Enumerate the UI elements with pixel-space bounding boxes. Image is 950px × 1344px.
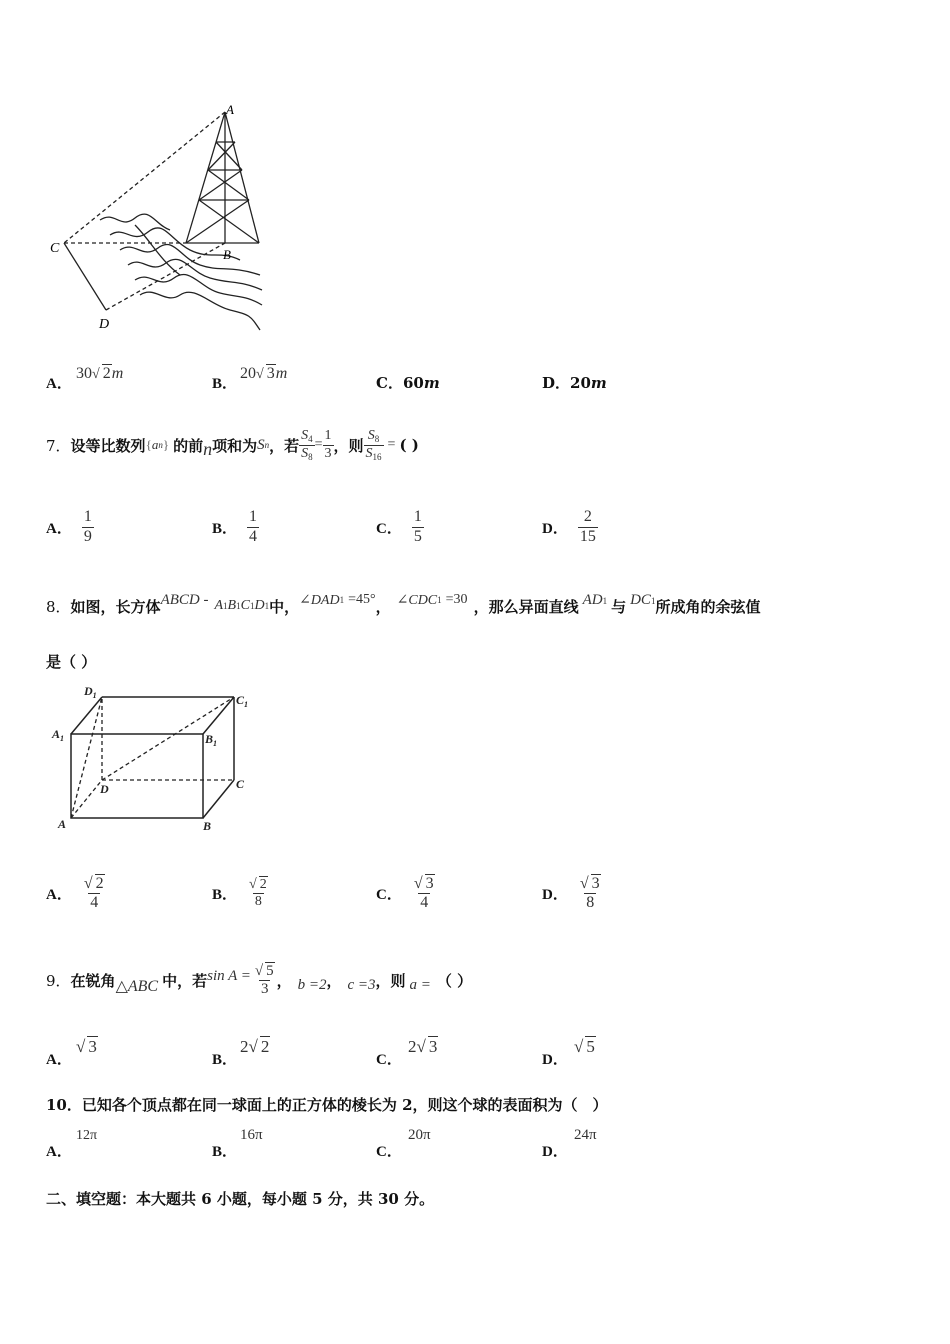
q10-option-d-value: 24π [574, 1127, 597, 1143]
label-d: D [100, 782, 109, 796]
q10-option-c[interactable]: C． [376, 1144, 402, 1160]
q10-option-a-value: 12π [76, 1128, 98, 1143]
label-b: B [203, 819, 212, 833]
cuboid-figure [50, 680, 260, 835]
q8-option-b[interactable]: B． $\frac{√ 2}{8}$ [212, 876, 267, 909]
label-c1: C [236, 693, 245, 707]
q9-option-c-value: 2√ 3 [408, 1037, 438, 1056]
q8-option-d[interactable]: D． $\frac{√ 3}{8}$ [542, 874, 600, 911]
q9-option-d-value: √ 5 [574, 1037, 595, 1056]
question-9: 9． 在锐角 △ABC 中，若 sin A = $\frac{√ 5}{3}$ ， b =2 ， c =3 ，则 a = （ ） [46, 962, 473, 997]
section-2-heading: 二、填空题：本大题共 6 小题，每小题 5 分，共 30 分。 [46, 1190, 435, 1208]
svg-text:B1: $B_1$ [205, 732, 218, 748]
q8-option-c[interactable]: C． $\frac{√ 3}{4}$ [376, 874, 434, 911]
question-10: 10．已知各个顶点都在同一球面上的正方体的棱长为 2，则这个球的表面积为（ ） [46, 1096, 608, 1114]
label-c: C [236, 777, 245, 791]
q7-option-b[interactable]: B． $\frac{1}{4}$ [212, 508, 258, 545]
q6-options [46, 364, 926, 394]
label-D: D [99, 317, 110, 332]
label-A: A [226, 102, 234, 117]
q9-option-b-value: 2√ 2 [240, 1037, 270, 1056]
q6-option-b[interactable]: B． [212, 376, 238, 392]
q7-option-a[interactable]: A． $\frac{1}{9}$ [46, 508, 92, 545]
q9-option-b[interactable]: B． [212, 1052, 238, 1068]
svg-text:C1: $C_1$ [236, 693, 249, 709]
q6-option-d[interactable]: D．20m [542, 374, 607, 392]
q6-option-a[interactable]: A． [46, 376, 72, 392]
q9-option-d[interactable]: D． [542, 1052, 568, 1068]
q9-options [46, 1034, 926, 1068]
q9-option-a-value: √ 3 [76, 1037, 97, 1056]
q9-option-c[interactable]: C． [376, 1052, 402, 1068]
q10-option-b[interactable]: B． [212, 1144, 238, 1160]
svg-text:D1: $D_1$ [84, 684, 97, 700]
label-a1: A [52, 727, 61, 741]
q8-options [46, 866, 926, 920]
question-8: 8． 如图，长方体 ABCD - A 1 B 1 C 1 D 1 中， ∠DAD 1 =45° ， ∠CDC 1 =30 ，那么异面直线 AD 1 与 DC 1 所成角的余弦值 [46, 591, 761, 616]
q7-option-d[interactable]: D． $\frac{2}{15}$ [542, 508, 596, 545]
q6-option-a-value: 30√ 2m [76, 365, 124, 382]
q9-option-a[interactable]: A． [46, 1052, 72, 1068]
label-b1: B [205, 732, 214, 746]
q7-options [46, 502, 926, 552]
question-8-cont: 是（ ） [46, 653, 97, 671]
q10-option-a[interactable]: A． [46, 1144, 72, 1160]
q6-option-b-value: 20√ 3m [240, 365, 288, 382]
label-a: A [58, 817, 67, 831]
q8-option-a[interactable]: A． $\frac{√ 2}{4}$ [46, 874, 104, 911]
question-7: 7． 设等比数列 { a n } 的前 n 项和为 S n ，若 $\frac{S_4}{S_8}$ = $\frac{1}{3}$ ，则 $\frac{S_8}{S_{16}}$ = ( ) [46, 428, 419, 462]
q7-option-c[interactable]: C． $\frac{1}{5}$ [376, 508, 422, 545]
label-d1: D [84, 684, 93, 698]
label-C: C [50, 241, 60, 256]
q10-option-c-value: 20π [408, 1127, 431, 1143]
q6-option-c[interactable]: C．60m [376, 374, 440, 392]
q10-options [46, 1124, 926, 1158]
svg-text:A1: $A_1$ [52, 727, 65, 743]
q10-option-b-value: 16π [240, 1127, 263, 1143]
q10-option-d[interactable]: D． [542, 1144, 568, 1160]
label-B: B [223, 247, 231, 262]
tower-figure [40, 100, 280, 340]
